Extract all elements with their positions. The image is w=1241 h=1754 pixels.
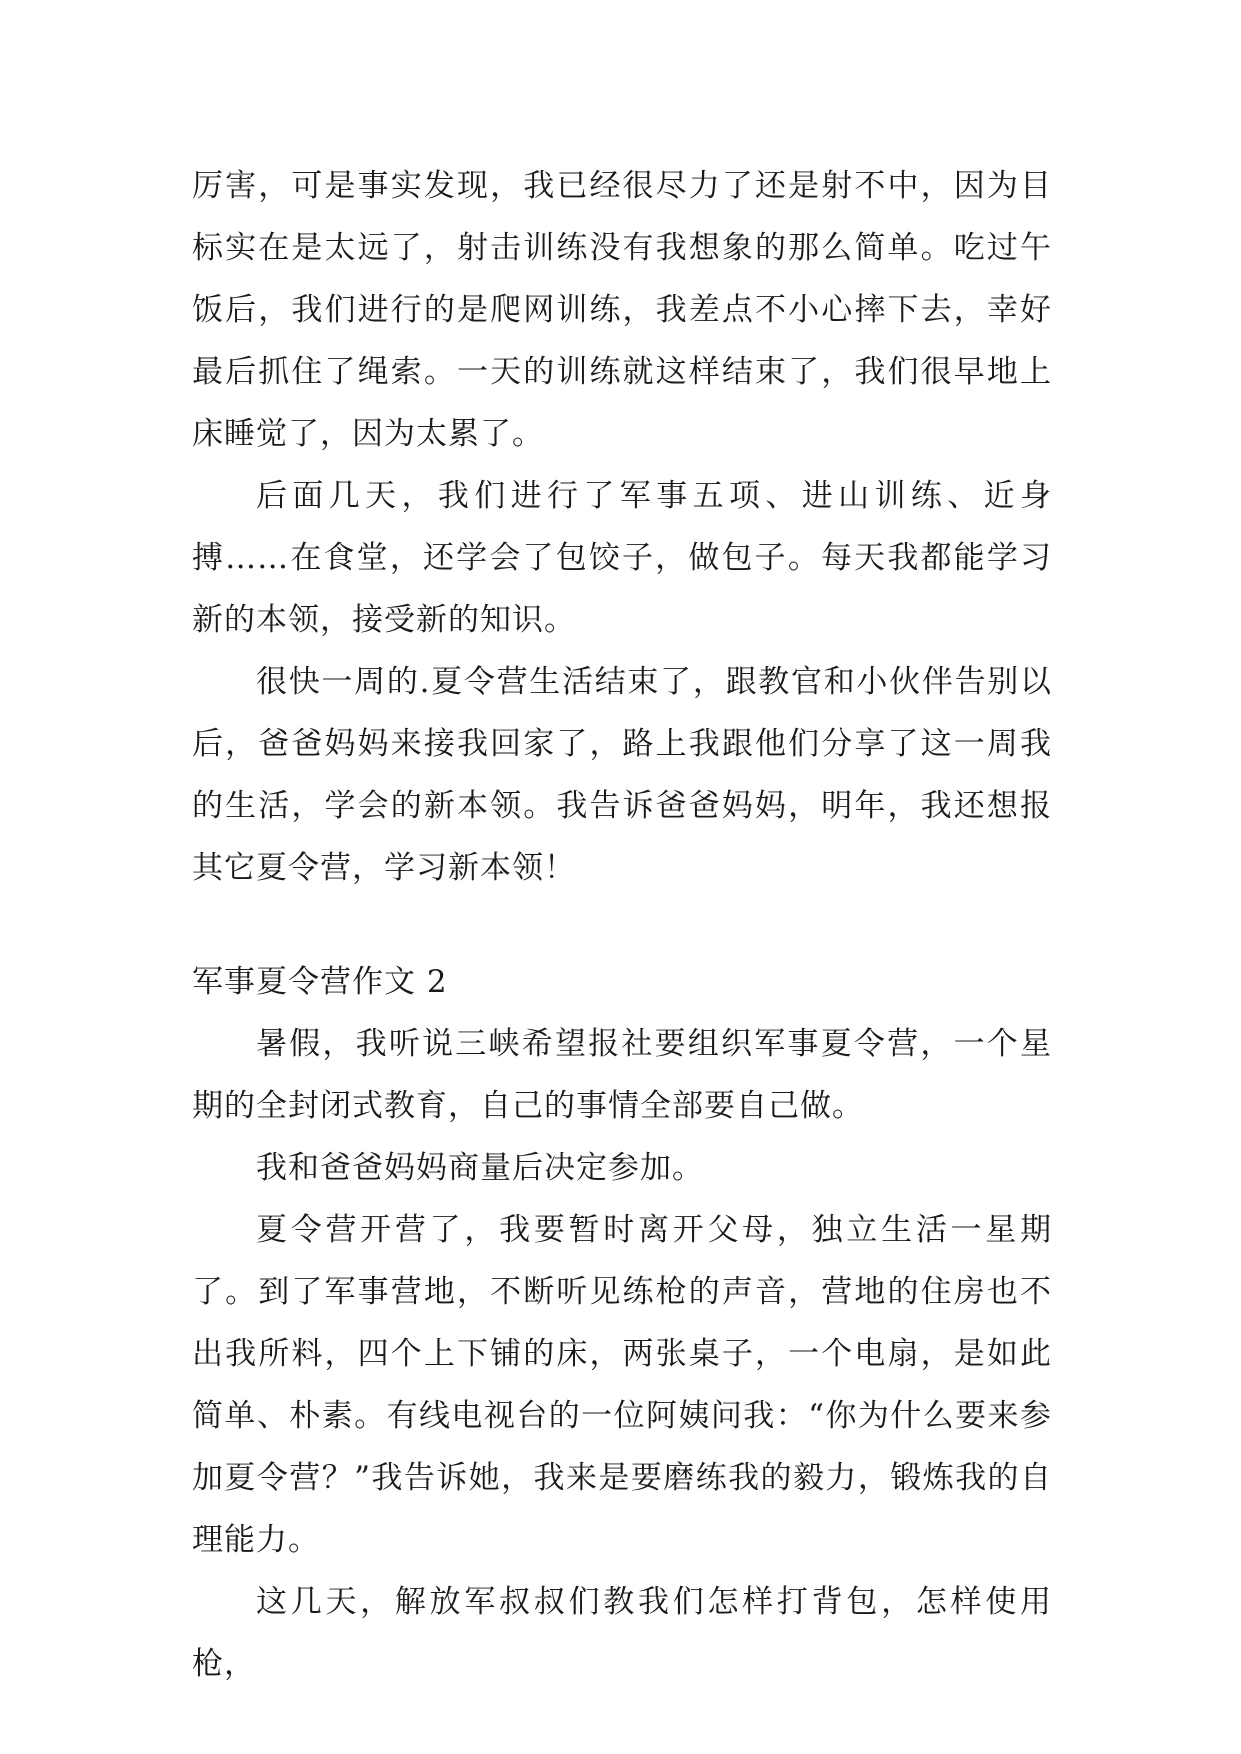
section-title: 军事夏令营作文 2: [192, 964, 448, 1000]
document-page: [192, 155, 1052, 1695]
paragraph-3: 很快一周的.夏令营生活结束了，跟教官和小伙伴告别以后，爸爸妈妈来接我回家了，路上我跟他们分享了这一周我的生活，学会的新本领。我告诉爸爸妈妈，明年，我还想报其它夏令营，学习新本领！: [192, 664, 1052, 886]
paragraph-4: 暑假，我听说三峡希望报社要组织军事夏令营，一个星期的全封闭式教育，自己的事情全部要自己做。: [192, 1026, 1052, 1124]
paragraph-2: 后面几天，我们进行了军事五项、进山训练、近身搏……在食堂，还学会了包饺子，做包子。每天我都能学习新的本领，接受新的知识。: [192, 478, 1052, 638]
paragraph-1: 厉害，可是事实发现，我已经很尽力了还是射不中，因为目标实在是太远了，射击训练没有我想象的那么简单。吃过午饭后，我们进行的是爬网训练，我差点不小心摔下去，幸好最后抓住了绳索。一天的训练就这样结束了，我们很早地上床睡觉了，因为太累了。: [192, 168, 1052, 452]
paragraph-6: 夏令营开营了，我要暂时离开父母，独立生活一星期了。到了军事营地，不断听见练枪的声音，营地的住房也不出我所料，四个上下铺的床，两张桌子，一个电扇，是如此简单、朴素。有线电视台的一位阿姨问我：“你为什么要来参加夏令营？”我告诉她，我来是要磨练我的毅力，锻炼我的自理能力。: [192, 1212, 1052, 1558]
paragraph-5: 我和爸爸妈妈商量后决定参加。: [256, 1150, 704, 1186]
paragraph-7: 这几天，解放军叔叔们教我们怎样打背包，怎样使用枪，: [192, 1584, 1052, 1682]
